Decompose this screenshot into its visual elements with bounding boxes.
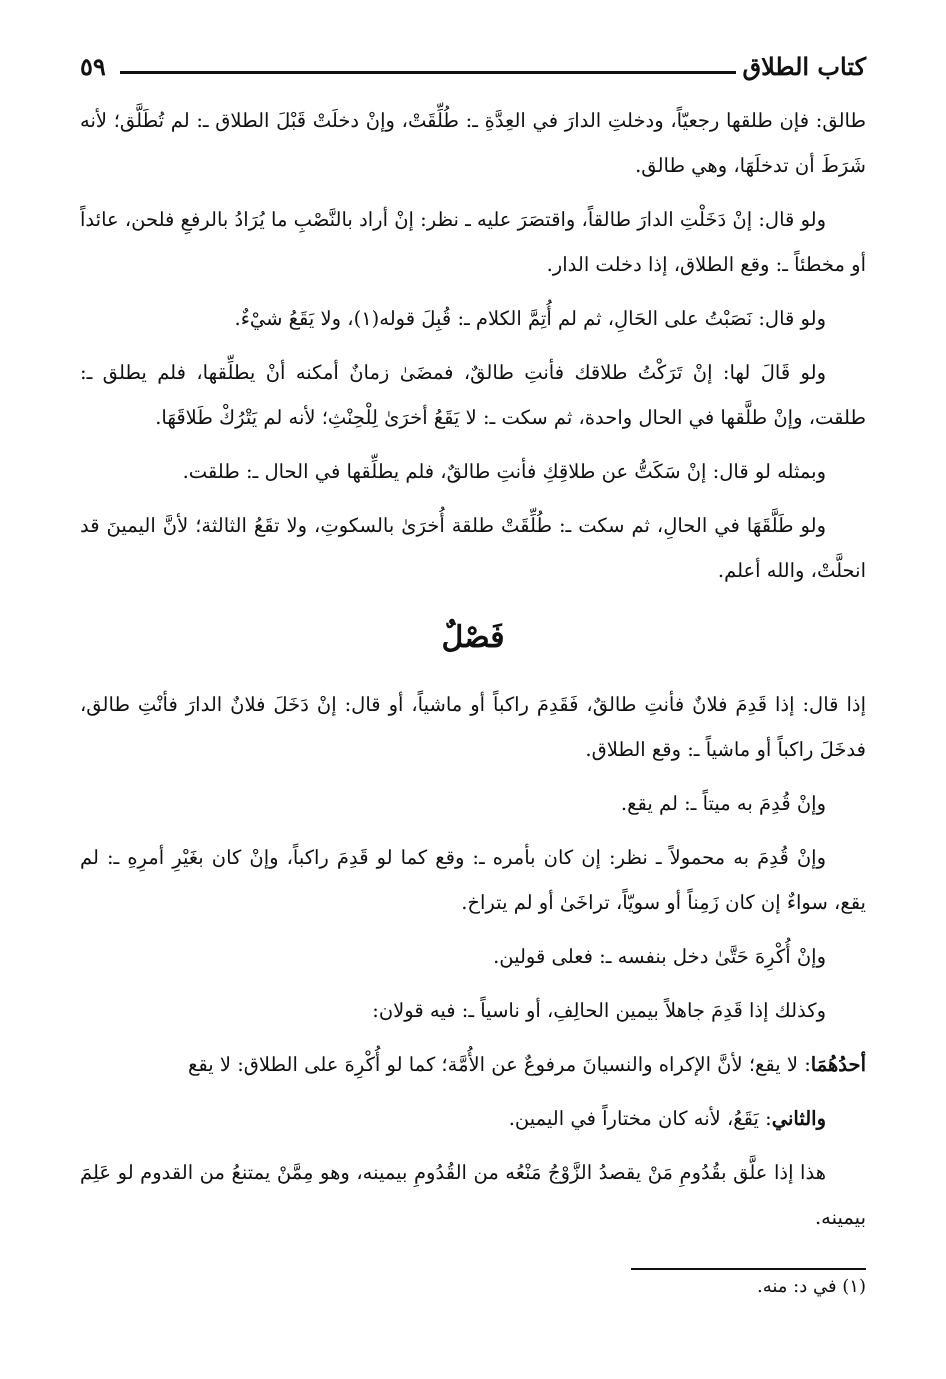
second-opinion-label: والثاني [771, 1107, 826, 1130]
first-opinion-text: : لا يقع؛ لأنَّ الإكراه والنسيانَ مرفوعٌ عن الأُمَّة؛ كما لو أُكْرِهَ على الطلاق: لا يقع [188, 1053, 811, 1076]
paragraph: وكذلك إذا قَدِمَ جاهلاً بيمين الحالِفِ، أو ناسياً ـ: فيه قولان: [372, 999, 826, 1022]
paragraph: ولو طَلَّقَهَا في الحالِ، ثم سكت ـ: طُلِّقَتْ طلقة أُخرَىٰ بالسكوتِ، ولا تقَعُ الثالثة؛ لأنَّ اليمينَ قد انحلَّتْ، والله أعلم. [80, 514, 866, 582]
main-text [80, 98, 866, 1249]
paragraph: طالق: فإن طلقها رجعيّاً، ودخلتِ الدارَ في العِدَّةِ ـ: طُلِّقَتْ، وإنْ دخلَتْ قَبْلَ الطلاق ـ: لم تُطَلَّق؛ لأنه شَرَطَ أن تدخلَهَا، وهي طالق. [80, 109, 866, 177]
paragraph: وبمثله لو قال: إنْ سَكَتُّ عن طلاقِكِ فأنتِ طالقٌ، فلم يطلِّقها في الحال ـ: طلقت. [182, 460, 826, 483]
paragraph: ولو قَالَ لها: إنْ تَرَكْتُ طلاقك فأنتِ طالقٌ، فمضَىٰ زمانٌ أمكنه أنْ يطلِّقها، فلم يطلق ـ: طلقت، وإنْ طلَّقها في الحال واحدة، ثم سكت ـ: لا يَقَعُ أخرَىٰ لِلْحِنْثِ؛ لأنه لم يَتْرُكْ طَلاقَهَا. [80, 361, 866, 429]
first-opinion-label: أحدُهُمَا [810, 1053, 866, 1076]
second-opinion-paragraph [80, 1096, 866, 1141]
paragraph: إذا قال: إذا قَدِمَ فلانٌ فأنتِ طالقٌ، فَقَدِمَ راكباً أو ماشياً، أو قال: إنْ دَخَلَ فلانٌ الدارَ فأنْتِ طالق، فدخَلَ راكباً أو ماشياً ـ: وقع الطلاق. [80, 693, 866, 761]
second-opinion-text: : يَقَعُ، لأنه كان مختاراً في اليمين. [508, 1107, 772, 1130]
section-heading: فَصْلٌ [441, 620, 505, 655]
footnote-rule [631, 1268, 866, 1270]
header-rule [120, 71, 736, 74]
paragraph: وإنْ أُكْرِهَ حَتَّىٰ دخل بنفسه ـ: فعلى قولين. [493, 945, 826, 968]
chapter-title: كتاب الطلاق [742, 52, 866, 81]
paragraph: ولو قال: إنْ دَخَلْتِ الدارَ طالقاً، واقتصَرَ عليه ـ نظر: إنْ أراد بالنَّصْبِ ما يُرَادُ بالرفعِ فلحن، عائداً أو مخطئاً ـ: وقع الطلاق، إذا دخلت الدار. [80, 208, 866, 276]
page-header [80, 52, 866, 92]
footnote: (١) في د: منه. [756, 1276, 866, 1297]
paragraph: ولو قال: نَصَبْتُ على الحَالِ، ثم لم أُتِمَّ الكلام ـ: قُبِلَ قوله(١)، ولا يَقَعُ شيْءٌ. [234, 307, 826, 330]
page-number: ٥٩ [80, 52, 106, 81]
paragraph: وإنْ قُدِمَ به ميتاً ـ: لم يقع. [620, 792, 826, 815]
paragraph: وإنْ قُدِمَ به محمولاً ـ نظر: إن كان بأمره ـ: وقع كما لو قَدِمَ راكباً، وإنْ كان بغَيْرِ أمرِهِ ـ: لم يقع، سواءٌ إن كان زَمِناً أو سويّاً، تراخَىٰ أو لم يتراخ. [80, 846, 866, 914]
first-opinion-paragraph [80, 1042, 866, 1087]
closing-paragraph: هذا إذا علَّق بقُدُومِ مَنْ يقصدُ الزَّوْجُ مَنْعُه من القُدُومِ بيمينه، وهو مِمَّنْ يمتنعُ من القدوم لو عَلِمَ بيمينه. [80, 1161, 866, 1229]
